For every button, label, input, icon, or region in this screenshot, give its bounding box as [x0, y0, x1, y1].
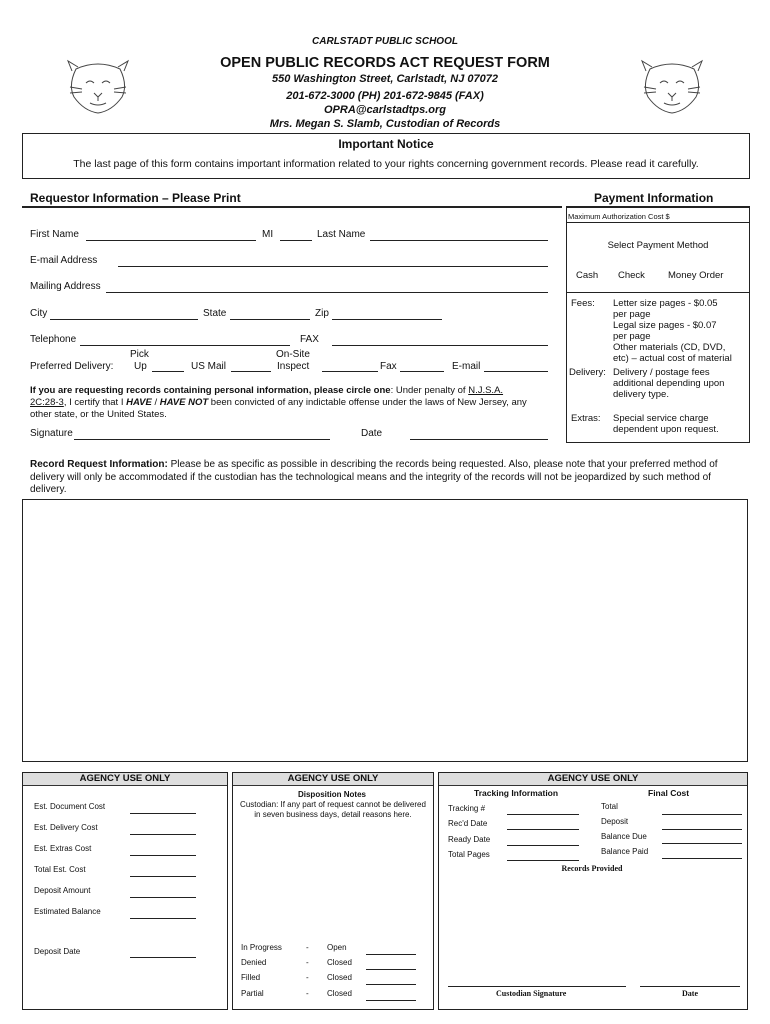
tracking-title: Tracking Information	[474, 788, 559, 798]
recd-date-field[interactable]	[507, 829, 579, 830]
status-line[interactable]	[366, 969, 416, 970]
status-denied[interactable]: Denied	[241, 958, 267, 967]
inspect-label: Inspect	[277, 361, 310, 372]
status-closed[interactable]: Closed	[327, 973, 352, 982]
balance-due-label: Balance Due	[601, 832, 647, 841]
est-delivery-cost-field[interactable]	[130, 834, 196, 835]
total-pages-field[interactable]	[507, 860, 579, 861]
recd-date-label: Rec'd Date	[448, 819, 488, 828]
address: 550 Washington Street, Carlstadt, NJ 07072	[272, 73, 498, 85]
pickup-label: Up	[134, 361, 147, 372]
requestor-rule	[22, 206, 562, 208]
fees-line: per page	[613, 331, 651, 342]
final-deposit-label: Deposit	[601, 817, 629, 826]
have-not-option[interactable]: HAVE NOT	[159, 397, 209, 408]
est-delivery-cost-label: Est. Delivery Cost	[34, 823, 98, 832]
records-provided-label: Records Provided	[561, 864, 623, 873]
total-est-cost-label: Total Est. Cost	[34, 865, 86, 874]
extras-label: Extras:	[571, 413, 601, 424]
delivery-line: delivery type.	[613, 389, 669, 400]
total-est-cost-field[interactable]	[130, 876, 196, 877]
email-address: OPRA@carlstadtps.org	[324, 104, 446, 116]
onsite-option[interactable]	[322, 371, 378, 372]
tracking-number-field[interactable]	[507, 814, 579, 815]
payment-check[interactable]: Check	[618, 270, 645, 281]
pick-label: Pick	[130, 349, 149, 360]
status-in-progress[interactable]: In Progress	[241, 943, 282, 952]
signature-field[interactable]	[74, 439, 330, 440]
deposit-amount-label: Deposit Amount	[34, 886, 91, 895]
fees-label: Fees:	[571, 298, 595, 309]
payment-heading: Payment Information	[594, 191, 714, 205]
email-label: E-mail Address	[30, 255, 98, 266]
mi-field[interactable]	[280, 240, 312, 241]
deposit-date-field[interactable]	[130, 957, 196, 958]
est-document-cost-field[interactable]	[130, 813, 196, 814]
fees-details	[613, 298, 732, 364]
last-name-label: Last Name	[317, 229, 366, 240]
payment-money-order[interactable]: Money Order	[668, 270, 724, 281]
cert-law: N.J.S.A.	[468, 385, 504, 396]
zip-label: Zip	[315, 308, 329, 319]
status-dash: -	[306, 973, 309, 982]
email-option-label: E-mail	[452, 361, 481, 372]
panther-mascot-icon	[636, 57, 708, 117]
custodian-date-field[interactable]	[640, 986, 740, 987]
payment-cash[interactable]: Cash	[576, 270, 599, 281]
first-name-field[interactable]	[86, 240, 256, 241]
date-field[interactable]	[410, 439, 548, 440]
certification-text	[30, 385, 550, 421]
cert-statute: 2C:28-3	[30, 397, 64, 408]
state-label: State	[203, 308, 227, 319]
have-option[interactable]: HAVE	[126, 397, 152, 408]
fees-line: etc) – actual cost of material	[613, 353, 732, 364]
balance-due-field[interactable]	[662, 843, 742, 844]
final-total-field[interactable]	[662, 814, 742, 815]
est-document-cost-label: Est. Document Cost	[34, 802, 106, 811]
signature-label: Signature	[30, 428, 73, 439]
mailing-label: Mailing Address	[30, 281, 101, 292]
extras-details	[613, 413, 719, 435]
status-closed[interactable]: Closed	[327, 989, 352, 998]
usmail-label: US Mail	[191, 361, 227, 372]
usmail-option[interactable]	[231, 371, 271, 372]
extras-line: Special service charge	[613, 413, 709, 424]
fax-field[interactable]	[332, 345, 548, 346]
fax-option[interactable]	[400, 371, 444, 372]
cert-slash: /	[151, 397, 160, 408]
status-line[interactable]	[366, 954, 416, 955]
extras-line: dependent upon request.	[613, 424, 719, 435]
fees-line: Letter size pages - $0.05	[613, 298, 718, 309]
delivery-label: Delivery:	[569, 367, 606, 378]
last-name-field[interactable]	[370, 240, 548, 241]
est-extras-cost-field[interactable]	[130, 855, 196, 856]
record-request-text: Please be as specific as possible in describing the records being requested. Also, please note that your preferred method of delivery will only be accommodated if the custodian has the technological means and the integrity of the records will not be jeopardized by such method of delivery.	[30, 459, 718, 495]
custodian-name: Mrs. Megan S. Slamb, Custodian of Records	[269, 118, 501, 130]
preferred-delivery-label: Preferred Delivery:	[30, 361, 114, 372]
ready-date-field[interactable]	[507, 845, 579, 846]
status-closed[interactable]: Closed	[327, 958, 352, 967]
record-request-label: Record Request Information:	[30, 459, 168, 470]
estimated-balance-label: Estimated Balance	[34, 907, 101, 916]
select-method-label: Select Payment Method	[607, 240, 709, 251]
total-pages-label: Total Pages	[448, 850, 490, 859]
custodian-signature-field[interactable]	[448, 986, 626, 987]
school-name: CARLSTADT PUBLIC SCHOOL	[312, 36, 458, 47]
mi-label: MI	[262, 229, 274, 240]
records-provided-area[interactable]	[444, 876, 740, 984]
max-cost-label: Maximum Authorization Cost $	[568, 212, 670, 221]
status-partial[interactable]: Partial	[241, 989, 264, 998]
disposition-title: Disposition Notes	[297, 790, 366, 799]
status-line[interactable]	[366, 1000, 416, 1001]
est-extras-cost-label: Est. Extras Cost	[34, 844, 92, 853]
fees-line: per page	[613, 309, 651, 320]
fax-option-label: Fax	[380, 361, 397, 372]
email-field[interactable]	[118, 266, 548, 267]
telephone-field[interactable]	[80, 345, 290, 346]
fees-line: Legal size pages - $0.07	[613, 320, 717, 331]
delivery-line: Delivery / postage fees	[613, 367, 710, 378]
mailing-address-field[interactable]	[106, 292, 548, 293]
agency-header: AGENCY USE ONLY	[233, 773, 433, 786]
form-title: OPEN PUBLIC RECORDS ACT REQUEST FORM	[220, 55, 550, 71]
panther-mascot-icon	[62, 57, 134, 117]
delivery-details	[613, 367, 724, 400]
custodian-date-label: Date	[682, 989, 698, 998]
onsite-label: On-Site	[276, 349, 310, 360]
cert-d: been convicted of any indictable offense under the laws of New Jersey, any other state, or the United States.	[30, 397, 527, 420]
first-name-label: First Name	[30, 229, 79, 240]
important-notice-box	[22, 133, 750, 179]
telephone-label: Telephone	[30, 334, 77, 345]
status-dash: -	[306, 958, 309, 967]
final-cost-title: Final Cost	[648, 788, 690, 798]
pickup-option[interactable]	[152, 371, 184, 372]
state-field[interactable]	[230, 319, 310, 320]
city-label: City	[30, 308, 48, 319]
final-total-label: Total	[601, 802, 618, 811]
status-filled[interactable]: Filled	[241, 973, 261, 982]
agency-header: AGENCY USE ONLY	[439, 773, 747, 786]
phone-fax: 201-672-3000 (PH) 201-672-9845 (FAX)	[286, 90, 484, 102]
record-request-textarea[interactable]	[22, 499, 748, 762]
notice-text: The last page of this form contains important information related to your rights concerning government records. Please read it carefully.	[73, 158, 699, 170]
deposit-date-label: Deposit Date	[34, 947, 81, 956]
city-field[interactable]	[50, 319, 198, 320]
custodian-signature-label: Custodian Signature	[496, 989, 567, 998]
requestor-heading: Requestor Information – Please Print	[30, 191, 241, 205]
date-label: Date	[361, 428, 383, 439]
balance-paid-field[interactable]	[662, 858, 742, 859]
disposition-text: Custodian: If any part of request cannot be delivered in seven business days, detail reasons here.	[240, 800, 426, 819]
final-deposit-field[interactable]	[662, 829, 742, 830]
deposit-amount-field[interactable]	[130, 897, 196, 898]
status-line[interactable]	[366, 984, 416, 985]
fees-line: Other materials (CD, DVD,	[613, 342, 726, 353]
balance-paid-label: Balance Paid	[601, 847, 649, 856]
zip-field[interactable]	[332, 319, 442, 320]
notice-title: Important Notice	[338, 137, 434, 151]
status-dash: -	[306, 943, 309, 952]
cert-bold: If you are requesting records containing personal information, please circle one	[30, 385, 391, 396]
record-request-instructions	[30, 459, 742, 497]
status-open[interactable]: Open	[327, 943, 347, 952]
payment-divider	[566, 222, 750, 223]
tracking-number-label: Tracking #	[448, 804, 486, 813]
delivery-line: additional depending upon	[613, 378, 725, 389]
payment-divider-2	[566, 292, 750, 293]
cert-a: : Under penalty of	[390, 385, 469, 396]
agency-header: AGENCY USE ONLY	[23, 773, 227, 786]
status-dash: -	[306, 989, 309, 998]
estimated-balance-field[interactable]	[130, 918, 196, 919]
email-option[interactable]	[484, 371, 548, 372]
cert-c: , I certify that I	[63, 397, 127, 408]
fax-label: FAX	[300, 334, 319, 345]
ready-date-label: Ready Date	[448, 835, 491, 844]
